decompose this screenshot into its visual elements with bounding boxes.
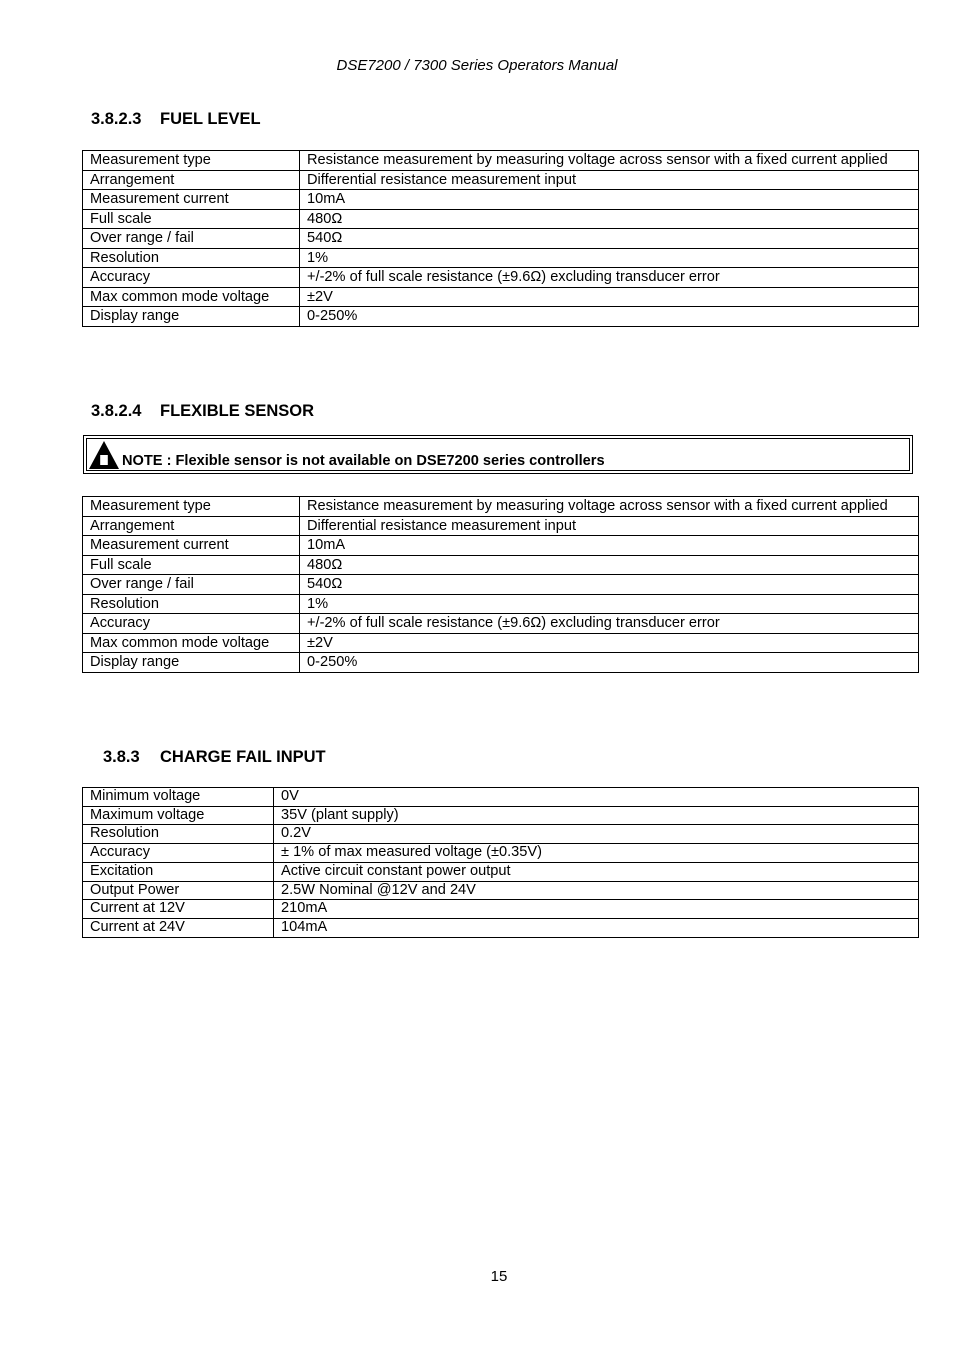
warning-icon bbox=[87, 439, 121, 471]
spec-label-cell: Resolution bbox=[83, 248, 300, 268]
spec-label-cell: Max common mode voltage bbox=[83, 633, 300, 653]
spec-value-cell: 210mA bbox=[274, 900, 919, 919]
table-row bbox=[83, 918, 919, 937]
spec-label-cell: Minimum voltage bbox=[83, 788, 274, 807]
table-row bbox=[83, 307, 919, 327]
spec-value-cell: 1% bbox=[300, 248, 919, 268]
section-heading-fuel-level bbox=[91, 110, 261, 129]
spec-label-cell: Excitation bbox=[83, 862, 274, 881]
spec-label-cell: Full scale bbox=[83, 209, 300, 229]
spec-value-cell: ±2V bbox=[300, 287, 919, 307]
section-title: CHARGE FAIL INPUT bbox=[160, 748, 326, 766]
spec-label-cell: Measurement current bbox=[83, 190, 300, 210]
spec-value-cell: 35V (plant supply) bbox=[274, 806, 919, 825]
spec-value-cell: Resistance measurement by measuring voltage across sensor with a fixed current applied bbox=[300, 151, 919, 171]
spec-value-cell: ±2V bbox=[300, 633, 919, 653]
table-row bbox=[83, 594, 919, 614]
spec-label-cell: Current at 12V bbox=[83, 900, 274, 919]
spec-value-cell: +/-2% of full scale resistance (±9.6Ω) excluding transducer error bbox=[300, 614, 919, 634]
table-row bbox=[83, 881, 919, 900]
charge-fail-table bbox=[82, 787, 919, 938]
flexible-sensor-table bbox=[82, 496, 919, 673]
spec-value-cell: 540Ω bbox=[300, 229, 919, 249]
spec-value-cell: +/-2% of full scale resistance (±9.6Ω) excluding transducer error bbox=[300, 268, 919, 288]
table-row bbox=[83, 788, 919, 807]
table-row bbox=[83, 575, 919, 595]
note-box bbox=[83, 435, 913, 474]
spec-label-cell: Measurement type bbox=[83, 151, 300, 171]
spec-value-cell: 10mA bbox=[300, 190, 919, 210]
spec-value-cell: Active circuit constant power output bbox=[274, 862, 919, 881]
table-row bbox=[83, 825, 919, 844]
table-row bbox=[83, 844, 919, 863]
spec-value-cell: 10mA bbox=[300, 536, 919, 556]
spec-label-cell: Maximum voltage bbox=[83, 806, 274, 825]
spec-label-cell: Accuracy bbox=[83, 844, 274, 863]
section-title: FUEL LEVEL bbox=[160, 110, 261, 128]
spec-label-cell: Full scale bbox=[83, 555, 300, 575]
spec-label-cell: Display range bbox=[83, 307, 300, 327]
spec-label-cell: Over range / fail bbox=[83, 229, 300, 249]
table-row bbox=[83, 151, 919, 171]
spec-value-cell: Resistance measurement by measuring voltage across sensor with a fixed current applied bbox=[300, 497, 919, 517]
spec-value-cell: 0-250% bbox=[300, 653, 919, 673]
table-row bbox=[83, 633, 919, 653]
section-heading-flexible-sensor bbox=[91, 402, 314, 421]
spec-label-cell: Over range / fail bbox=[83, 575, 300, 595]
table-row bbox=[83, 170, 919, 190]
spec-label-cell: Accuracy bbox=[83, 614, 300, 634]
spec-label-cell: Current at 24V bbox=[83, 918, 274, 937]
table-row bbox=[83, 248, 919, 268]
section-number: 3.8.2.3 bbox=[91, 110, 142, 128]
spec-value-cell: 480Ω bbox=[300, 209, 919, 229]
spec-value-cell: 0.2V bbox=[274, 825, 919, 844]
section-heading-charge-fail bbox=[103, 748, 326, 767]
table-row bbox=[83, 287, 919, 307]
running-header: DSE7200 / 7300 Series Operators Manual bbox=[336, 57, 618, 74]
spec-label-cell: Measurement current bbox=[83, 536, 300, 556]
spec-value-cell: ± 1% of max measured voltage (±0.35V) bbox=[274, 844, 919, 863]
spec-value-cell: 1% bbox=[300, 594, 919, 614]
table-row bbox=[83, 653, 919, 673]
spec-value-cell: 540Ω bbox=[300, 575, 919, 595]
spec-label-cell: Arrangement bbox=[83, 170, 300, 190]
spec-label-cell: Arrangement bbox=[83, 516, 300, 536]
table-row bbox=[83, 497, 919, 517]
note-text: NOTE : Flexible sensor is not available on DSE7200 series controllers bbox=[122, 453, 605, 469]
table-row bbox=[83, 229, 919, 249]
table-row bbox=[83, 190, 919, 210]
spec-label-cell: Resolution bbox=[83, 825, 274, 844]
table-row bbox=[83, 268, 919, 288]
table-row bbox=[83, 516, 919, 536]
table-row bbox=[83, 806, 919, 825]
spec-value-cell: 104mA bbox=[274, 918, 919, 937]
spec-label-cell: Measurement type bbox=[83, 497, 300, 517]
spec-label-cell: Output Power bbox=[83, 881, 274, 900]
spec-value-cell: Differential resistance measurement input bbox=[300, 170, 919, 190]
spec-value-cell: 480Ω bbox=[300, 555, 919, 575]
spec-value-cell: 0-250% bbox=[300, 307, 919, 327]
table-row bbox=[83, 209, 919, 229]
fuel-level-table bbox=[82, 150, 919, 327]
spec-label-cell: Resolution bbox=[83, 594, 300, 614]
table-row bbox=[83, 900, 919, 919]
spec-label-cell: Accuracy bbox=[83, 268, 300, 288]
spec-label-cell: Display range bbox=[83, 653, 300, 673]
spec-value-cell: 0V bbox=[274, 788, 919, 807]
spec-value-cell: 2.5W Nominal @12V and 24V bbox=[274, 881, 919, 900]
section-number: 3.8.2.4 bbox=[91, 402, 142, 420]
page-number: 15 bbox=[490, 1268, 508, 1285]
table-row bbox=[83, 614, 919, 634]
spec-value-cell: Differential resistance measurement input bbox=[300, 516, 919, 536]
section-title: FLEXIBLE SENSOR bbox=[160, 402, 315, 420]
table-row bbox=[83, 862, 919, 881]
table-row bbox=[83, 536, 919, 556]
spec-label-cell: Max common mode voltage bbox=[83, 287, 300, 307]
table-row bbox=[83, 555, 919, 575]
section-number: 3.8.3 bbox=[103, 748, 140, 766]
